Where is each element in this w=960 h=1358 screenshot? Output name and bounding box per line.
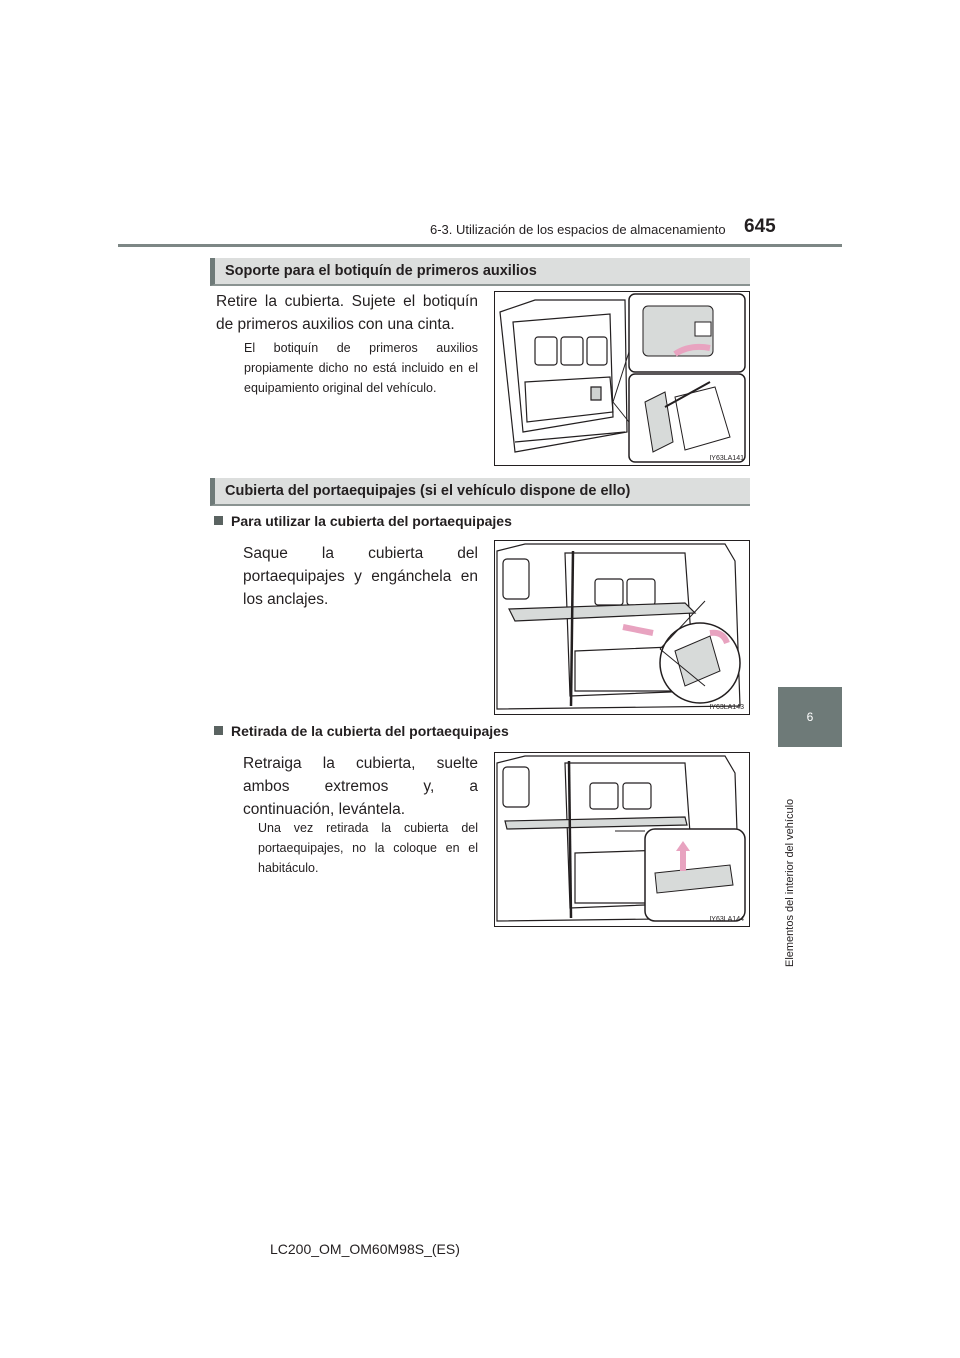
remove-cover-instructions: Retraiga la cubierta, suelte ambos extremos y, a continuación, levántela. [243,755,478,818]
cargo-area-drawing-3 [495,753,749,926]
section-heading-text: Soporte para el botiquín de primeros auxilios [225,263,537,279]
model-code-footer: LC200_OM_OM60M98S_(ES) [270,1241,460,1257]
subheading-text: Para utilizar la cubierta del portaequipajes [231,513,512,529]
first-aid-instructions: Retire la cubierta. Sujete el botiquín de primeros auxilios con una cinta. [216,293,478,333]
chapter-title: Elementos del interior del vehículo [784,798,796,967]
first-aid-kit-illustration [494,291,750,466]
cargo-area-drawing-2 [495,541,749,714]
section-heading-cargo-cover [210,478,750,506]
cargo-area-drawing-1 [495,292,749,465]
cargo-cover-removal-illustration [494,752,750,927]
use-cover-instructions: Saque la cubierta del portaequipajes y engánchela en los anclajes. [243,545,478,608]
chapter-tab [778,687,842,747]
figure-code: IY63LA141 [709,455,744,462]
section-heading-text: Cubierta del portaequipajes (si el vehículo dispone de ello) [225,483,631,499]
square-bullet-icon [214,516,223,525]
section-heading-first-aid [210,258,750,286]
remove-cover-note: Una vez retirada la cubierta del portaequipajes, no la coloque en el habitáculo. [258,821,478,875]
subheading-text: Retirada de la cubierta del portaequipajes [231,723,509,739]
first-aid-note: El botiquín de primeros auxilios propiamente dicho no está incluido en el equipamiento original del vehículo. [244,341,478,395]
running-header: 6-3. Utilización de los espacios de almacenamiento [430,222,726,237]
subheading-remove-cover [214,723,509,739]
page-number: 645 [744,216,776,237]
header-divider [118,244,842,247]
figure-code: IY63LA143 [709,704,744,711]
subheading-use-cover [214,513,512,529]
figure-code: IY63LA144 [709,916,744,923]
square-bullet-icon [214,726,223,735]
cargo-cover-hook-illustration [494,540,750,715]
chapter-number: 6 [806,710,814,724]
